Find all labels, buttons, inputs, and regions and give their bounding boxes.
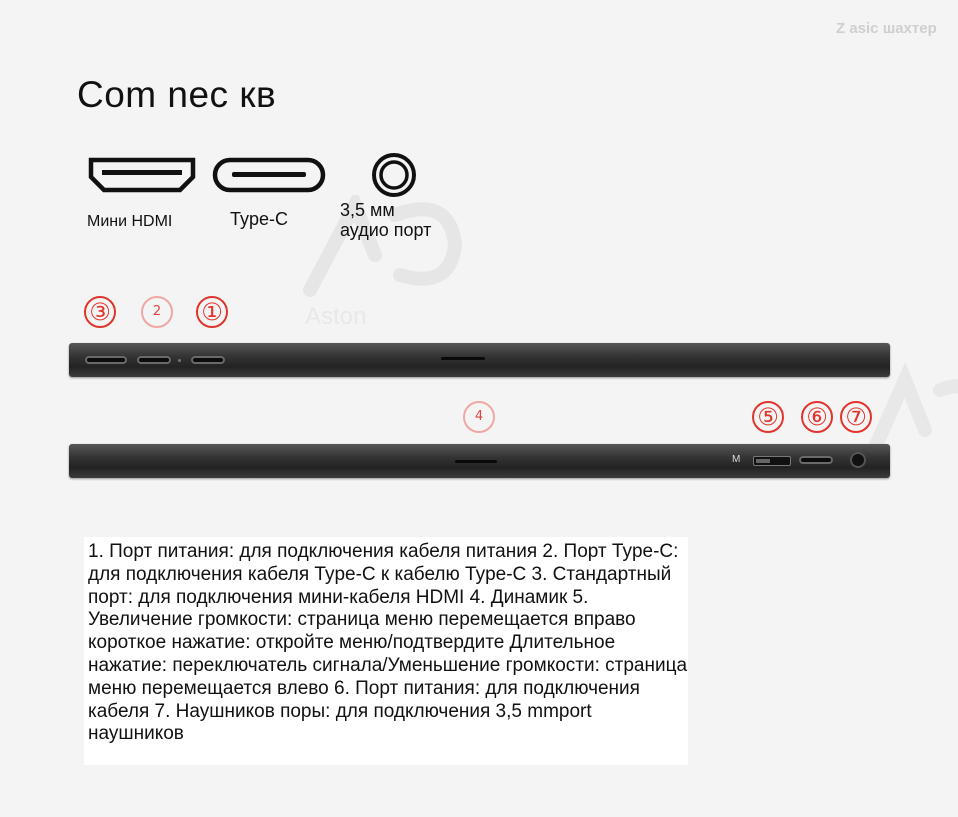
port-label-type-c: Type-C (230, 209, 289, 229)
badge-5: ⑤ (752, 401, 784, 433)
type-c-port-2 (191, 356, 225, 364)
top-vent-slot (441, 357, 485, 360)
description-text: 1. Порт питания: для подключения кабеля питания 2. Порт Type-C: для подключения кабеля Type-C к кабелю Type-C 3. Стандартный порт: для подключения мини-кабеля HDMI 4. Динамик 5. Увеличение громкости: страница меню перемещается вправо короткое нажатие: откройте меню/подтвердите Длительное нажатие: переключатель сигнала/Уменьшение громкости: страница меню перемещается влево 6. Порт питания: для подключения кабеля 7. Наушников поры: для подключения 3,5 mmport наушников (88, 541, 688, 745)
device-bottom-edge (69, 444, 890, 478)
hdmi-port (85, 356, 127, 364)
port-label-audio-line1: 3,5 мм (340, 200, 395, 220)
watermark-text: Aston (305, 303, 367, 330)
badge-1: ① (196, 296, 228, 328)
badge-6: ⑥ (801, 401, 833, 433)
usb-type-c-icon (212, 157, 326, 193)
indicator-led (178, 359, 181, 362)
port-label-hdmi: Мини HDMI (87, 213, 173, 230)
port-label-audio-line2: аудио порт (340, 220, 432, 240)
headphone-jack (852, 454, 864, 466)
badge-7: ⑦ (840, 401, 872, 433)
badge-2: 2 (141, 296, 173, 328)
audio-jack-icon (371, 152, 417, 198)
corner-watermark-text: Z asic шахтер (836, 20, 937, 37)
volume-rocker[interactable] (753, 456, 791, 466)
type-c-port-power (799, 456, 833, 464)
type-c-port-1 (137, 356, 171, 364)
device-top-edge (69, 343, 890, 377)
hdmi-mini-icon (88, 157, 196, 193)
badge-3: ③ (84, 296, 116, 328)
page-title: Com nec кв (77, 74, 277, 115)
badge-4: 4 (463, 401, 495, 433)
speaker-slot (455, 460, 497, 463)
m-label: M (732, 454, 741, 465)
